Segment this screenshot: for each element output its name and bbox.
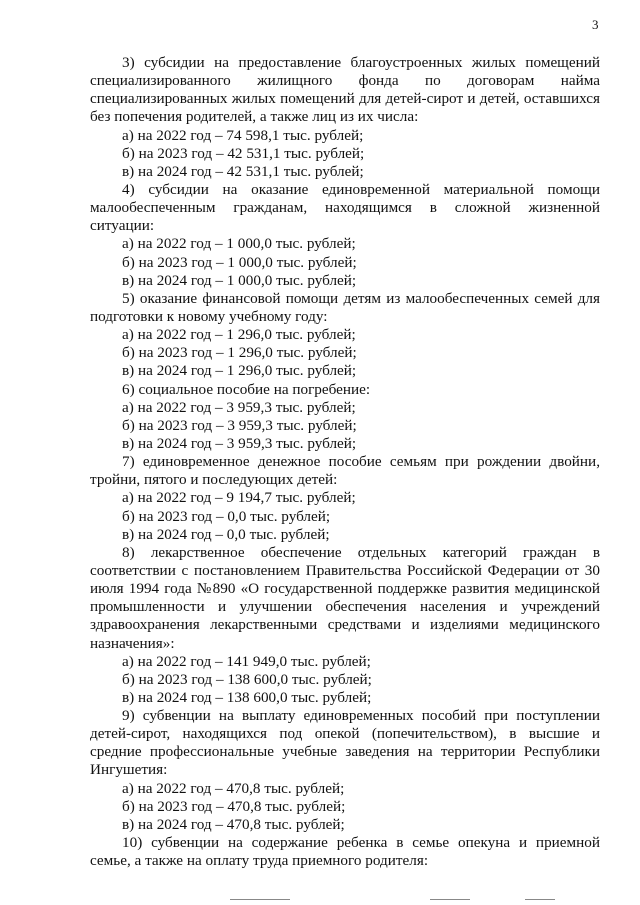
text-line: б) на 2023 год – 1 296,0 тыс. рублей; (122, 344, 357, 362)
text-line: а) на 2022 год – 74 598,1 тыс. рублей; (122, 126, 364, 144)
text-line: 3) субсидии на предоставление благоустроенных жилых помещений (122, 54, 600, 71)
text-line: в) на 2024 год – 42 531,1 тыс. рублей; (122, 162, 364, 180)
text-line: б) на 2023 год – 3 959,3 тыс. рублей; (122, 416, 357, 434)
text-line: в) на 2024 год – 1 000,0 тыс. рублей; (122, 271, 357, 289)
text-line: б) на 2023 год – 138 600,0 тыс. рублей; (122, 670, 372, 688)
text-line: июля 1994 года №890 «О государственной поддержке развития медицинской (90, 580, 600, 598)
text-line: подготовки к новому учебному году: (90, 307, 328, 325)
text-line: в) на 2024 год – 1 296,0 тыс. рублей; (122, 362, 357, 380)
text-line: средние профессиональные учебные заведения на территории Республики (90, 743, 600, 761)
text-line: в) на 2024 год – 3 959,3 тыс. рублей; (122, 434, 357, 452)
text-line: в) на 2024 год – 470,8 тыс. рублей; (122, 815, 345, 833)
scan-artifact (430, 899, 470, 900)
text-line: специализированного жилищного фонда по договорам найма (90, 72, 600, 90)
text-line: а) на 2022 год – 3 959,3 тыс. рублей; (122, 398, 356, 416)
text-line: 8) лекарственное обеспечение отдельных категорий граждан в (122, 543, 600, 561)
text-line: б) на 2023 год – 470,8 тыс. рублей; (122, 797, 346, 815)
text-line: ситуации: (90, 217, 155, 235)
text-line: а) на 2022 год – 141 949,0 тыс. рублей; (122, 652, 371, 670)
text-line: без попечения родителей, а также лиц из их числа: (90, 108, 419, 126)
text-line: 6) социальное пособие на погребение: (122, 380, 371, 398)
page-number: 3 (592, 17, 599, 32)
text-line: 10) субвенции на содержание ребенка в семье опекуна и приемной (122, 834, 600, 852)
text-line: назначения»: (90, 634, 175, 652)
text-line: 5) оказание финансовой помощи детям из малообеспеченных семей для (122, 289, 600, 307)
text-line: семье, а также на оплату труда приемного родителя: (90, 852, 429, 870)
text-line: а) на 2022 год – 9 194,7 тыс. рублей; (122, 489, 356, 507)
scan-artifact (230, 899, 290, 900)
text-line: тройни, пятого и последующих детей: (90, 471, 338, 489)
text-line: б) на 2023 год – 0,0 тыс. рублей; (122, 507, 331, 525)
text-line: Ингушетия: (90, 761, 168, 779)
text-line: б) на 2023 год – 42 531,1 тыс. рублей; (122, 144, 365, 162)
text-line: малообеспеченным гражданам, находящимся в сложной жизненной (90, 199, 600, 217)
text-line: а) на 2022 год – 1 000,0 тыс. рублей; (122, 235, 356, 253)
text-line: детей-сирот, находящихся под опекой (попечительством), в высшие и (90, 725, 600, 743)
text-line: 4) субсидии на оказание единовременной материальной помощи (122, 180, 600, 198)
text-line: соответствии с постановлением Правительства Российской Федерации от 30 (90, 561, 600, 579)
text-line: 7) единовременное денежное пособие семьям при рождении двойни, (122, 453, 600, 471)
text-line: а) на 2022 год – 470,8 тыс. рублей; (122, 779, 345, 797)
text-line: здравоохранения лекарственными средствами и изделиями медицинского (90, 616, 600, 634)
text-line: 9) субвенции на выплату единовременных пособий при поступлении (122, 707, 600, 725)
text-line: в) на 2024 год – 138 600,0 тыс. рублей; (122, 688, 372, 706)
text-line: промышленности и улучшении обеспечения населения и учреждений (90, 598, 600, 616)
document-body (90, 54, 600, 870)
text-line: б) на 2023 год – 1 000,0 тыс. рублей; (122, 253, 357, 271)
text-line: а) на 2022 год – 1 296,0 тыс. рублей; (122, 326, 356, 344)
text-line: в) на 2024 год – 0,0 тыс. рублей; (122, 525, 330, 543)
scan-artifact (525, 899, 555, 900)
text-line: специализированных жилых помещений для детей-сирот и детей, оставшихся (90, 90, 600, 108)
